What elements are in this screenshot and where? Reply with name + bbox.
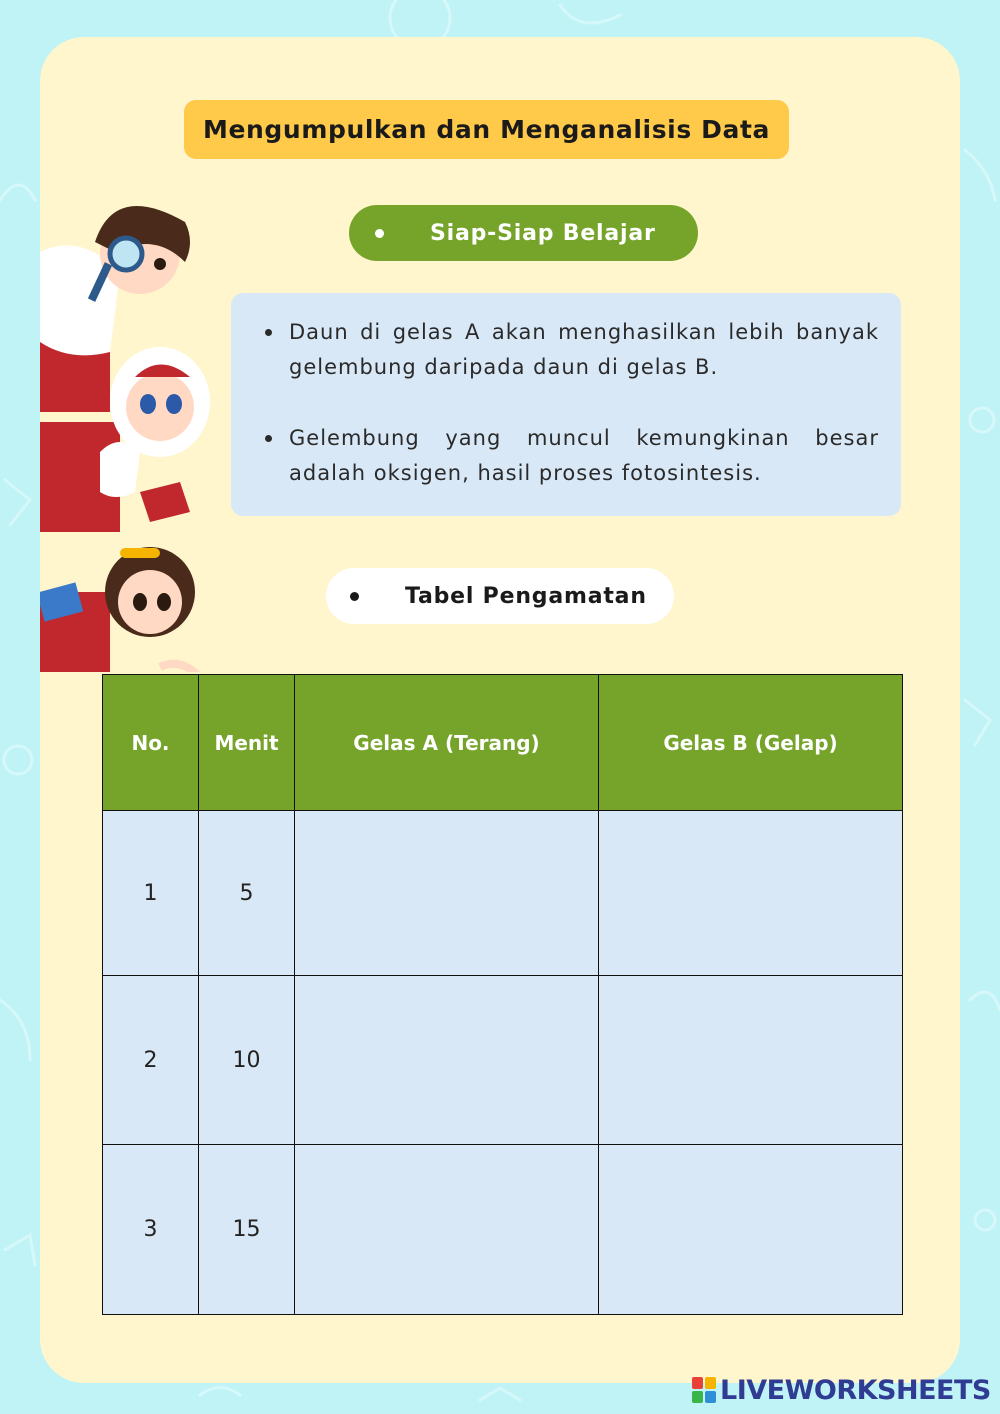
hypothesis-box [231,293,901,516]
cell-menit: 10 [199,976,295,1145]
cell-menit: 15 [199,1145,295,1315]
cell-gelas-b-input[interactable] [599,811,903,976]
cell-gelas-a-input[interactable] [295,811,599,976]
table-row [103,976,903,1145]
cell-gelas-b-input[interactable] [599,976,903,1145]
bullet-dot [350,592,359,601]
section-label-siap-siap-belajar [349,205,698,261]
cell-no: 2 [103,976,199,1145]
observation-table [102,674,903,1315]
page-title: Mengumpulkan dan Menganalisis Data [184,100,789,159]
column-header-gelas-a: Gelas A (Terang) [295,675,599,811]
section-label-text: Siap-Siap Belajar [430,220,656,246]
table-row [103,1145,903,1315]
hypothesis-item: Gelembung yang muncul kemungkinan besar adalah oksigen, hasil proses fotosintesis. [261,421,879,491]
cell-gelas-b-input[interactable] [599,1145,903,1315]
cell-no: 1 [103,811,199,976]
cell-menit: 5 [199,811,295,976]
section-label-tabel-pengamatan [326,568,674,624]
column-header-no: No. [103,675,199,811]
table-row [103,811,903,976]
liveworksheets-logo-text: LIVEWORKSHEETS [720,1374,991,1406]
hypothesis-item: Daun di gelas A akan menghasilkan lebih banyak gelembung daripada daun di gelas B. [261,315,879,385]
column-header-gelas-b: Gelas B (Gelap) [599,675,903,811]
cell-no: 3 [103,1145,199,1315]
table-header-row [103,675,903,811]
cell-gelas-a-input[interactable] [295,976,599,1145]
column-header-menit: Menit [199,675,295,811]
bullet-dot [375,229,384,238]
section-label-text: Tabel Pengamatan [405,583,647,609]
liveworksheets-logo[interactable] [692,1373,991,1407]
cell-gelas-a-input[interactable] [295,1145,599,1315]
children-illustration [40,192,210,672]
liveworksheets-logo-icon [692,1377,716,1403]
